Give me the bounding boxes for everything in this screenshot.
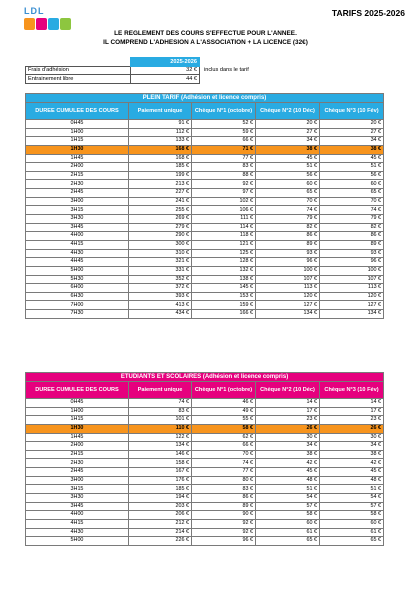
price-cell: 59 €: [192, 128, 256, 137]
table-row: [26, 537, 384, 546]
price-cell: 146 €: [129, 450, 192, 459]
price-cell: 107 €: [256, 275, 320, 284]
table-row: [26, 258, 384, 267]
logo-block: [24, 18, 35, 30]
price-cell: 120 €: [320, 292, 384, 301]
duration-cell: 6H00: [26, 284, 129, 293]
price-cell: 51 €: [256, 485, 320, 494]
price-cell: 110 €: [129, 424, 192, 433]
table-row: [26, 301, 384, 310]
price-cell: 49 €: [192, 407, 256, 416]
duration-cell: 6H30: [26, 292, 129, 301]
price-cell: 14 €: [320, 399, 384, 408]
price-cell: 57 €: [320, 502, 384, 511]
price-cell: 38 €: [320, 450, 384, 459]
price-cell: 168 €: [129, 154, 192, 163]
price-cell: 300 €: [129, 240, 192, 249]
price-cell: 122 €: [129, 433, 192, 442]
duration-cell: 4H30: [26, 249, 129, 258]
price-cell: 56 €: [256, 171, 320, 180]
table-row: [26, 494, 384, 503]
price-cell: 106 €: [192, 206, 256, 215]
price-cell: 34 €: [320, 442, 384, 451]
duration-cell: 1H15: [26, 416, 129, 425]
price-cell: 27 €: [320, 128, 384, 137]
price-cell: 26 €: [320, 424, 384, 433]
plein-tarif-table: [25, 93, 384, 319]
duration-cell: 1H45: [26, 433, 129, 442]
price-cell: 65 €: [320, 537, 384, 546]
price-cell: 153 €: [192, 292, 256, 301]
price-cell: 134 €: [129, 442, 192, 451]
price-cell: 57 €: [256, 502, 320, 511]
price-cell: 38 €: [256, 450, 320, 459]
price-cell: 70 €: [320, 197, 384, 206]
price-cell: 134 €: [256, 310, 320, 319]
price-cell: 132 €: [192, 266, 256, 275]
price-cell: 42 €: [320, 459, 384, 468]
table-row: [26, 240, 384, 249]
price-cell: 45 €: [256, 468, 320, 477]
price-cell: 74 €: [192, 459, 256, 468]
table-row: [26, 468, 384, 477]
price-cell: 93 €: [256, 249, 320, 258]
plein-tarif-header-row: [26, 103, 384, 120]
price-cell: 159 €: [192, 301, 256, 310]
price-cell: 48 €: [320, 476, 384, 485]
price-cell: 112 €: [129, 128, 192, 137]
duration-cell: 0H45: [26, 399, 129, 408]
duration-cell: 3H15: [26, 485, 129, 494]
price-cell: 70 €: [192, 450, 256, 459]
price-cell: 290 €: [129, 232, 192, 241]
price-cell: 34 €: [320, 137, 384, 146]
price-cell: 60 €: [320, 180, 384, 189]
price-cell: 133 €: [129, 137, 192, 146]
duration-cell: 1H30: [26, 145, 129, 154]
table-row-highlighted: [26, 145, 384, 154]
etudiants-title: ETUDIANTS ET SCOLAIRES (Adhésion et licence compris): [26, 373, 384, 382]
table-row: [26, 137, 384, 146]
column-header: DUREE CUMULEE DES COURS: [26, 103, 129, 120]
price-cell: 168 €: [129, 145, 192, 154]
price-cell: 77 €: [192, 468, 256, 477]
price-cell: 214 €: [129, 528, 192, 537]
price-cell: 134 €: [320, 310, 384, 319]
price-cell: 86 €: [320, 232, 384, 241]
price-cell: 413 €: [129, 301, 192, 310]
duration-cell: 4H15: [26, 240, 129, 249]
table-row: [26, 120, 384, 129]
table-row: [26, 163, 384, 172]
duration-cell: 2H15: [26, 171, 129, 180]
price-cell: 121 €: [192, 240, 256, 249]
fees-value: 32 €: [131, 66, 200, 75]
table-row: [26, 399, 384, 408]
price-cell: 17 €: [320, 407, 384, 416]
table-row: [26, 485, 384, 494]
price-cell: 434 €: [129, 310, 192, 319]
fees-note: [200, 75, 252, 84]
table-row: [26, 310, 384, 319]
price-cell: 114 €: [192, 223, 256, 232]
price-cell: 185 €: [129, 485, 192, 494]
duration-cell: 1H15: [26, 137, 129, 146]
price-cell: 30 €: [256, 433, 320, 442]
intro-line-1: LE REGLEMENT DES COURS S'EFFECTUE POUR L'ANNEE.: [114, 30, 297, 37]
price-cell: 60 €: [320, 519, 384, 528]
price-cell: 199 €: [129, 171, 192, 180]
duration-cell: 3H45: [26, 502, 129, 511]
duration-cell: 3H15: [26, 206, 129, 215]
duration-cell: 2H30: [26, 459, 129, 468]
fees-label: Entrainement libre: [26, 75, 131, 84]
price-cell: 166 €: [192, 310, 256, 319]
price-cell: 118 €: [192, 232, 256, 241]
document-title: TARIFS 2025-2026: [331, 8, 405, 18]
price-cell: 255 €: [129, 206, 192, 215]
column-header: Chèque N°3 (10 Fév): [320, 382, 384, 399]
duration-cell: 2H00: [26, 163, 129, 172]
table-row: [26, 232, 384, 241]
table-row: [26, 502, 384, 511]
price-cell: 34 €: [256, 137, 320, 146]
price-cell: 100 €: [320, 266, 384, 275]
table-row: [26, 171, 384, 180]
duration-cell: 2H15: [26, 450, 129, 459]
price-cell: 145 €: [192, 284, 256, 293]
price-cell: 92 €: [192, 528, 256, 537]
table-row: [26, 476, 384, 485]
table-row: [26, 459, 384, 468]
price-cell: 62 €: [192, 433, 256, 442]
column-header: Chèque N°3 (10 Fév): [320, 103, 384, 120]
price-cell: 45 €: [320, 468, 384, 477]
price-cell: 27 €: [256, 128, 320, 137]
table-row: [26, 197, 384, 206]
fees-label: Frais d'adhésion: [26, 66, 131, 75]
price-cell: 61 €: [256, 528, 320, 537]
price-cell: 58 €: [256, 511, 320, 520]
price-cell: 65 €: [256, 537, 320, 546]
price-cell: 194 €: [129, 494, 192, 503]
table-row: [26, 154, 384, 163]
price-cell: 91 €: [129, 120, 192, 129]
price-cell: 48 €: [256, 476, 320, 485]
price-cell: 51 €: [320, 163, 384, 172]
price-cell: 213 €: [129, 180, 192, 189]
price-cell: 127 €: [320, 301, 384, 310]
price-cell: 92 €: [192, 180, 256, 189]
price-cell: 241 €: [129, 197, 192, 206]
fees-note: inclus dans le tarif: [204, 67, 249, 74]
price-cell: 269 €: [129, 215, 192, 224]
price-cell: 89 €: [320, 240, 384, 249]
price-cell: 90 €: [192, 511, 256, 520]
price-cell: 96 €: [192, 537, 256, 546]
duration-cell: 4H15: [26, 519, 129, 528]
price-cell: 80 €: [192, 476, 256, 485]
etudiants-header-row: [26, 382, 384, 399]
price-cell: 26 €: [256, 424, 320, 433]
price-cell: 54 €: [256, 494, 320, 503]
price-cell: 128 €: [192, 258, 256, 267]
fees-table: [25, 57, 252, 84]
price-cell: 125 €: [192, 249, 256, 258]
duration-cell: 3H30: [26, 215, 129, 224]
table-row: [26, 442, 384, 451]
price-cell: 185 €: [129, 163, 192, 172]
price-cell: 74 €: [256, 206, 320, 215]
price-cell: 120 €: [256, 292, 320, 301]
price-cell: 321 €: [129, 258, 192, 267]
duration-cell: 4H00: [26, 232, 129, 241]
duration-cell: 3H45: [26, 223, 129, 232]
price-cell: 45 €: [320, 154, 384, 163]
price-cell: 279 €: [129, 223, 192, 232]
duration-cell: 1H00: [26, 128, 129, 137]
price-cell: 86 €: [192, 494, 256, 503]
price-cell: 226 €: [129, 537, 192, 546]
price-cell: 60 €: [256, 180, 320, 189]
table-row: [26, 433, 384, 442]
column-header: Chèque N°2 (10 Déc): [256, 103, 320, 120]
price-cell: 71 €: [192, 145, 256, 154]
duration-cell: 1H45: [26, 154, 129, 163]
table-row: [26, 223, 384, 232]
logo-block: [48, 18, 59, 30]
price-cell: 96 €: [320, 258, 384, 267]
price-cell: 331 €: [129, 266, 192, 275]
price-cell: 58 €: [192, 424, 256, 433]
logo-block: [60, 18, 71, 30]
column-header: Paiement unique: [129, 103, 192, 120]
price-cell: 227 €: [129, 189, 192, 198]
duration-cell: 2H45: [26, 189, 129, 198]
price-cell: 352 €: [129, 275, 192, 284]
duration-cell: 5H30: [26, 275, 129, 284]
price-cell: 102 €: [192, 197, 256, 206]
price-cell: 66 €: [192, 442, 256, 451]
price-cell: 101 €: [129, 416, 192, 425]
price-cell: 65 €: [320, 189, 384, 198]
duration-cell: 1H30: [26, 424, 129, 433]
duration-cell: 0H45: [26, 120, 129, 129]
column-header: Paiement unique: [129, 382, 192, 399]
price-cell: 212 €: [129, 519, 192, 528]
table-row: [26, 292, 384, 301]
price-cell: 54 €: [320, 494, 384, 503]
price-cell: 167 €: [129, 468, 192, 477]
price-cell: 30 €: [320, 433, 384, 442]
duration-cell: 1H00: [26, 407, 129, 416]
price-cell: 14 €: [256, 399, 320, 408]
logo-text: LDL: [24, 6, 45, 16]
price-cell: 65 €: [256, 189, 320, 198]
table-row: [26, 284, 384, 293]
table-row: [26, 528, 384, 537]
fees-value: 44 €: [131, 75, 200, 84]
table-row: [26, 180, 384, 189]
price-cell: 203 €: [129, 502, 192, 511]
column-header: Chèque N°1 (octobre): [192, 103, 256, 120]
price-cell: 89 €: [256, 240, 320, 249]
table-row: [26, 249, 384, 258]
price-cell: 113 €: [256, 284, 320, 293]
logo-blocks: [24, 18, 71, 30]
duration-cell: 5H00: [26, 537, 129, 546]
price-cell: 42 €: [256, 459, 320, 468]
price-cell: 97 €: [192, 189, 256, 198]
duration-cell: 4H30: [26, 528, 129, 537]
table-row: [26, 128, 384, 137]
price-cell: 92 €: [192, 519, 256, 528]
price-cell: 55 €: [192, 416, 256, 425]
fees-row: [26, 66, 252, 75]
price-cell: 34 €: [256, 442, 320, 451]
price-cell: 107 €: [320, 275, 384, 284]
price-cell: 23 €: [256, 416, 320, 425]
price-cell: 77 €: [192, 154, 256, 163]
duration-cell: 2H30: [26, 180, 129, 189]
price-cell: 113 €: [320, 284, 384, 293]
column-header: DUREE CUMULEE DES COURS: [26, 382, 129, 399]
price-cell: 86 €: [256, 232, 320, 241]
price-cell: 56 €: [320, 171, 384, 180]
table-row: [26, 206, 384, 215]
price-cell: 393 €: [129, 292, 192, 301]
table-row: [26, 407, 384, 416]
price-cell: 66 €: [192, 137, 256, 146]
price-cell: 89 €: [192, 502, 256, 511]
price-cell: 38 €: [256, 145, 320, 154]
table-row: [26, 215, 384, 224]
intro-line-2: IL COMPREND L'ADHESION A L'ASSOCIATION + LA LICENCE (32€): [103, 39, 308, 46]
price-cell: 158 €: [129, 459, 192, 468]
duration-cell: 5H00: [26, 266, 129, 275]
price-cell: 20 €: [256, 120, 320, 129]
duration-cell: 3H30: [26, 494, 129, 503]
price-cell: 88 €: [192, 171, 256, 180]
price-cell: 310 €: [129, 249, 192, 258]
price-cell: 83 €: [192, 485, 256, 494]
table-row: [26, 511, 384, 520]
fees-row: [26, 75, 252, 84]
price-cell: 20 €: [320, 120, 384, 129]
price-cell: 83 €: [129, 407, 192, 416]
price-cell: 96 €: [256, 258, 320, 267]
price-cell: 206 €: [129, 511, 192, 520]
price-cell: 127 €: [256, 301, 320, 310]
duration-cell: 7H00: [26, 301, 129, 310]
price-cell: 138 €: [192, 275, 256, 284]
duration-cell: 3H00: [26, 197, 129, 206]
duration-cell: 2H45: [26, 468, 129, 477]
price-cell: 74 €: [129, 399, 192, 408]
price-cell: 70 €: [256, 197, 320, 206]
price-cell: 372 €: [129, 284, 192, 293]
price-cell: 46 €: [192, 399, 256, 408]
table-row: [26, 416, 384, 425]
table-row-highlighted: [26, 424, 384, 433]
price-cell: 74 €: [320, 206, 384, 215]
column-header: Chèque N°2 (10 Déc): [256, 382, 320, 399]
duration-cell: 2H00: [26, 442, 129, 451]
table-row: [26, 189, 384, 198]
price-cell: 176 €: [129, 476, 192, 485]
price-cell: 52 €: [192, 120, 256, 129]
etudiants-table: [25, 372, 384, 546]
price-cell: 61 €: [320, 528, 384, 537]
price-cell: 83 €: [192, 163, 256, 172]
table-row: [26, 266, 384, 275]
column-header: Chèque N°1 (octobre): [192, 382, 256, 399]
price-cell: 100 €: [256, 266, 320, 275]
table-row: [26, 450, 384, 459]
price-cell: 82 €: [256, 223, 320, 232]
price-cell: 58 €: [320, 511, 384, 520]
price-cell: 111 €: [192, 215, 256, 224]
table-row: [26, 275, 384, 284]
price-cell: 38 €: [320, 145, 384, 154]
price-cell: 60 €: [256, 519, 320, 528]
plein-tarif-title: PLEIN TARIF (Adhésion et licence compris): [26, 94, 384, 103]
duration-cell: 3H00: [26, 476, 129, 485]
price-cell: 51 €: [320, 485, 384, 494]
logo-block: [36, 18, 47, 30]
duration-cell: 4H00: [26, 511, 129, 520]
price-cell: 23 €: [320, 416, 384, 425]
price-cell: 79 €: [256, 215, 320, 224]
price-cell: 51 €: [256, 163, 320, 172]
price-cell: 93 €: [320, 249, 384, 258]
table-row: [26, 519, 384, 528]
duration-cell: 4H45: [26, 258, 129, 267]
price-cell: 82 €: [320, 223, 384, 232]
price-cell: 79 €: [320, 215, 384, 224]
price-cell: 17 €: [256, 407, 320, 416]
duration-cell: 7H30: [26, 310, 129, 319]
price-cell: 45 €: [256, 154, 320, 163]
fees-year-header: 2025-2026: [131, 58, 200, 67]
